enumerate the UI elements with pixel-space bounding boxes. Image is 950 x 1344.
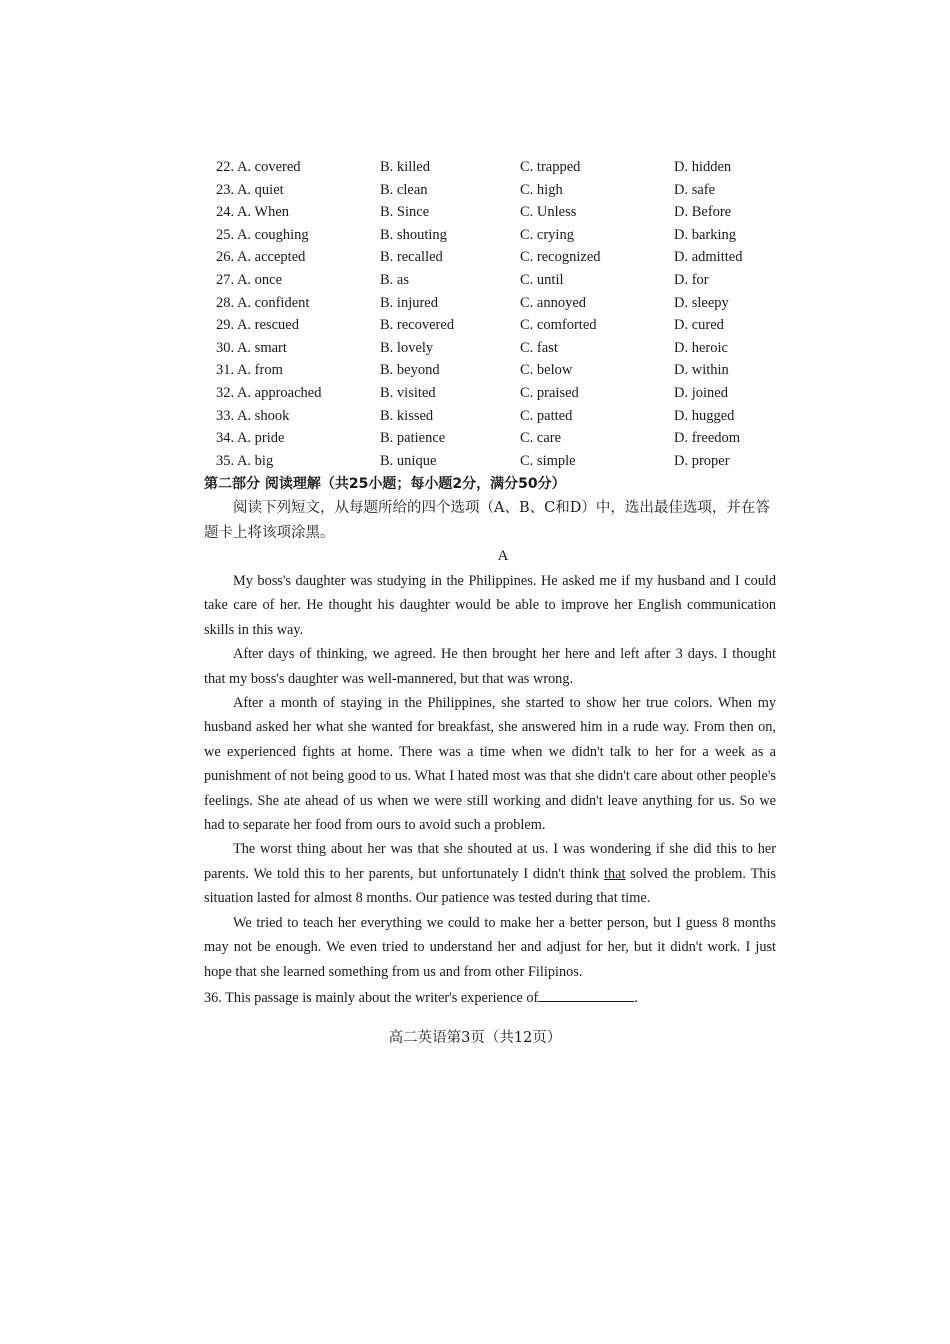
option-a: 27. A. once (216, 271, 283, 288)
option-b: B. lovely (380, 339, 434, 356)
option-c: C. simple (520, 452, 576, 469)
paragraph-text: solved the problem. This situation lasted for almost 8 months. Our patience was tested during that time. (204, 865, 776, 907)
choice-row (216, 156, 776, 179)
cloze-choices (216, 156, 776, 472)
option-b: B. beyond (380, 362, 440, 379)
option-a: 29. A. rescued (216, 317, 299, 334)
option-d: D. Before (674, 204, 732, 221)
option-a: 28. A. confident (216, 294, 310, 311)
option-d: D. hugged (674, 407, 735, 424)
option-d: D. barking (674, 226, 737, 243)
option-d: D. admitted (674, 249, 743, 266)
option-a: 35. A. big (216, 452, 274, 469)
option-a: 30. A. smart (216, 339, 287, 356)
choice-row (216, 405, 776, 428)
choice-row (216, 427, 776, 450)
option-c: C. Unless (520, 204, 577, 221)
option-a: 31. A. from (216, 362, 283, 379)
option-b: B. kissed (380, 407, 434, 424)
option-a: 25. A. coughing (216, 226, 309, 243)
question-36 (204, 986, 776, 1010)
option-b: B. clean (380, 181, 428, 198)
option-c: C. comforted (520, 317, 597, 334)
paragraph: After days of thinking, we agreed. He then brought her here and left after 3 days. I thought that my boss's daughter was well-mannered, but that was wrong. (204, 646, 776, 687)
option-d: D. within (674, 362, 729, 379)
option-b: B. Since (380, 204, 430, 221)
option-c: C. patted (520, 407, 573, 424)
choice-row (216, 246, 776, 269)
choice-row (216, 450, 776, 473)
option-c: C. fast (520, 339, 558, 356)
option-d: D. proper (674, 452, 730, 469)
passage-letter: A (497, 548, 509, 564)
option-a: 23. A. quiet (216, 181, 284, 198)
option-c: C. high (520, 181, 563, 198)
choice-row (216, 269, 776, 292)
choice-row (216, 382, 776, 405)
section-instruction: 阅读下列短文，从每题所给的四个选项（A、B、C和D）中，选出最佳选项，并在答题卡上将该项涂黑。 (204, 500, 770, 541)
choice-row (216, 292, 776, 315)
option-b: B. visited (380, 384, 436, 401)
option-c: C. below (520, 362, 573, 379)
option-c: C. recognized (520, 249, 601, 266)
option-a: 34. A. pride (216, 430, 285, 447)
section-title: 第二部分 阅读理解（共25小题；每小题2分，满分50分） (204, 476, 566, 492)
option-d: D. for (674, 271, 709, 288)
option-b: B. unique (380, 452, 437, 469)
option-b: B. injured (380, 294, 438, 311)
option-d: D. safe (674, 181, 716, 198)
choice-row (216, 359, 776, 382)
option-c: C. crying (520, 226, 574, 243)
option-b: B. patience (380, 430, 446, 447)
option-b: B. recovered (380, 317, 455, 334)
reading-passage (204, 569, 776, 984)
option-a: 26. A. accepted (216, 249, 306, 266)
option-a: 24. A. When (216, 204, 290, 221)
choice-row (216, 179, 776, 202)
page-footer: 高二英语第3页（共12页） (388, 1030, 562, 1046)
option-b: B. shouting (380, 226, 447, 243)
option-c: C. praised (520, 384, 579, 401)
option-a: 22. A. covered (216, 159, 301, 175)
option-b: B. killed (380, 159, 430, 175)
option-d: D. heroic (674, 339, 728, 356)
question-end: . (634, 990, 638, 1006)
paragraph (204, 837, 776, 910)
choice-row (216, 314, 776, 337)
option-a: 32. A. approached (216, 384, 322, 401)
option-c: C. care (520, 430, 562, 447)
choice-row (216, 224, 776, 247)
answer-blank (538, 986, 634, 1002)
option-a: 33. A. shook (216, 407, 290, 424)
underlined-word: that (603, 865, 626, 882)
option-c: C. annoyed (520, 294, 587, 311)
option-d: D. sleepy (674, 294, 729, 311)
paragraph-text: The worst thing about her was that she shouted at us. I was wondering if she did this to her parents. We told this to her parents, but unfortunately I didn't think (204, 841, 776, 882)
option-c: C. trapped (520, 159, 581, 175)
option-d: D. cured (674, 317, 724, 334)
option-b: B. as (380, 271, 409, 288)
option-d: D. hidden (674, 159, 732, 175)
paragraph: We tried to teach her everything we could to make her a better person, but I guess 8 months may not be enough. We even tried to understand her and adjust for her, but it didn't work. I just hope that she learned something from us and from other Filipinos. (204, 914, 776, 980)
paragraph: After a month of staying in the Philippines, she started to show her true colors. When my husband asked her what she wanted for breakfast, she answered him in a rude way. From then on, we experienced fights at home. There was a time when we didn't talk to her for a week as a punishment of not being good to us. What I hated most was that she didn't care about other people's feelings. She ate ahead of us when we were still working and didn't leave anything for us. So we had to separate her food from ours to avoid such a problem. (204, 695, 776, 834)
choice-row (216, 201, 776, 224)
option-c: C. until (520, 271, 564, 288)
question-text: 36. This passage is mainly about the writer's experience of (204, 990, 539, 1006)
option-b: B. recalled (380, 249, 443, 266)
option-d: D. freedom (674, 430, 741, 447)
choice-row (216, 337, 776, 360)
paragraph: My boss's daughter was studying in the Philippines. He asked me if my husband and I could take care of her. He thought his daughter would be able to improve her English communication skills in this way. (204, 573, 776, 638)
option-d: D. joined (674, 384, 728, 401)
